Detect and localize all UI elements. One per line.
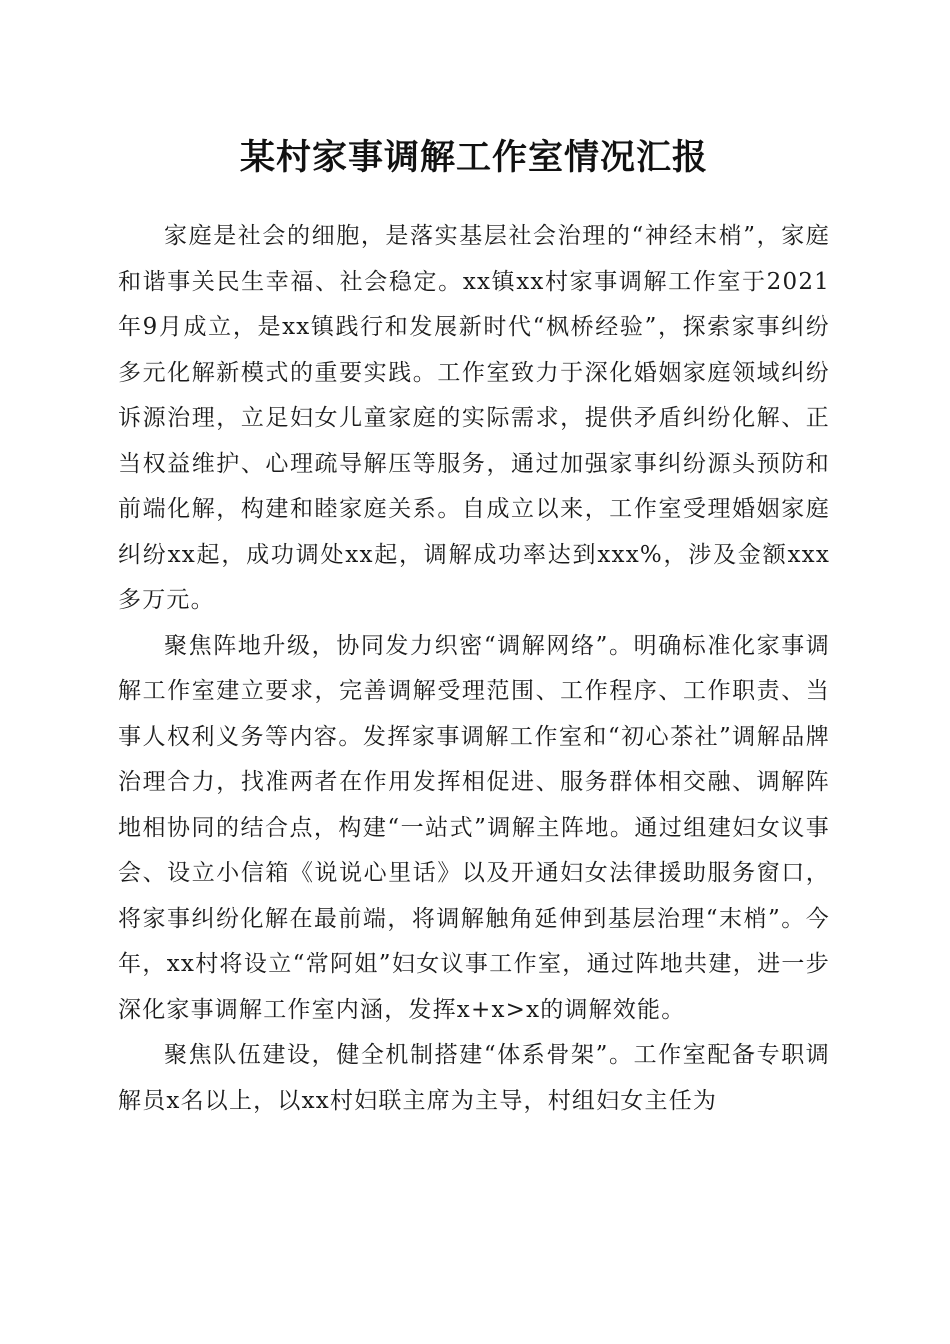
document-page <box>118 130 830 1124</box>
paragraph-team-building: 聚焦队伍建设，健全机制搭建“体系骨架”。工作室配备专职调解员x名以上，以xx村妇联主席为主导，村组妇女主任为 <box>118 1042 830 1114</box>
paragraph-mediation-network: 聚焦阵地升级，协同发力织密“调解网络”。明确标准化家事调解工作室建立要求，完善调解受理范围、工作程序、工作职责、当事人权利义务等内容。发挥家事调解工作室和“初心茶社”调解品牌治理合力，找准两者在作用发挥相促进、服务群体相交融、调解阵地相协同的结合点，构建“一站式”调解主阵地。通过组建妇女议事会、设立小信箱《说说心里话》以及开通妇女法律援助服务窗口，将家事纠纷化解在最前端，将调解触角延伸到基层治理“末梢”。今年，xx村将设立“常阿姐”妇女议事工作室，通过阵地共建，进一步深化家事调解工作室内涵，发挥x+x>x的调解效能。 <box>118 632 830 1023</box>
paragraph-intro: 家庭是社会的细胞，是落实基层社会治理的“神经末梢”，家庭和谐事关民生幸福、社会稳定。xx镇xx村家事调解工作室于2021年9月成立，是xx镇践行和发展新时代“枫桥经验”，探索家事纠纷多元化解新模式的重要实践。工作室致力于深化婚姻家庭领域纠纷诉源治理，立足妇女儿童家庭的实际需求，提供矛盾纠纷化解、正当权益维护、心理疏导解压等服务，通过加强家事纠纷源头预防和前端化解，构建和睦家庭关系。自成立以来，工作室受理婚姻家庭纠纷xx起，成功调处xx起，调解成功率达到xxx%，涉及金额xxx多万元。 <box>118 223 830 613</box>
document-title: 某村家事调解工作室情况汇报 <box>239 137 708 178</box>
